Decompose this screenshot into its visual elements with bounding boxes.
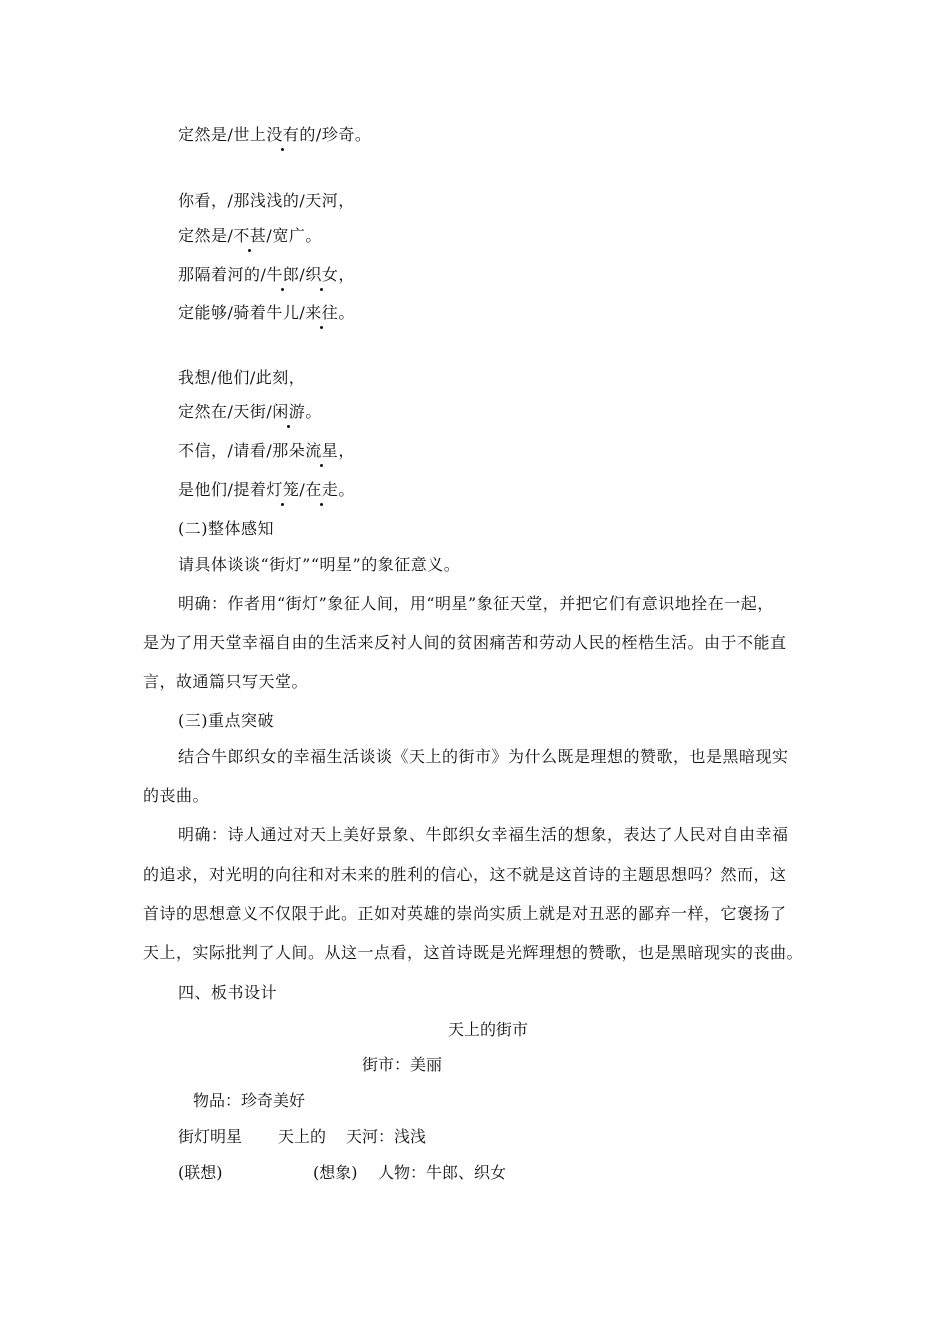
board-river: 天河：浅浅 — [346, 1127, 427, 1146]
question-line: 结合牛郎织女的幸福生活谈谈《天上的街市》为什么既是理想的赞歌，也是黑暗现实 — [178, 747, 789, 766]
answer-line: 言，故通篇只写天堂。 — [143, 672, 309, 691]
board-left-note: (联想) — [178, 1163, 223, 1182]
poem-line: 定然是/世上没有的/珍奇。 — [178, 125, 372, 144]
emphasis-mark: 在走 — [305, 480, 339, 499]
emphasis-mark: 没有 — [266, 125, 300, 144]
emphasis-mark: 不甚 — [233, 226, 267, 245]
poem-line: 你看，/那浅浅的/天河， — [178, 191, 355, 210]
answer-line: 首诗的思想意义不仅限于此。正如对英雄的崇尚实质上就是对丑恶的鄙弃一样，它褒扬了 — [143, 904, 787, 923]
answer-line: 是为了用天堂幸福自由的生活来反衬人间的贫困痛苦和劳动人民的桎梏生活。由于不能直 — [143, 633, 787, 652]
emphasis-mark: 织女 — [305, 265, 339, 284]
answer-line: 明确：诗人通过对天上美好景象、牛郎织女幸福生活的想象，表达了人民对自由幸福 — [178, 825, 789, 844]
board-street: 街市：美丽 — [362, 1055, 443, 1074]
board-center-note: (想象) — [313, 1163, 358, 1182]
poem-line: 不信，/请看/那朵流星， — [178, 441, 355, 460]
question-text: 请具体谈谈“街灯”“明星”的象征意义。 — [178, 555, 461, 574]
answer-line: 天上，实际批判了人间。从这一点看，这首诗既是光辉理想的赞歌，也是黑暗现实的丧曲。 — [143, 943, 804, 962]
poem-line: 定然在/天街/闲游。 — [178, 402, 322, 421]
emphasis-mark: 流星 — [305, 441, 339, 460]
answer-line: 明确：作者用“街灯”象征人间，用“明星”象征天堂，并把它们有意识地拴在一起， — [178, 594, 774, 613]
emphasis-mark: 来往 — [305, 303, 339, 322]
section-heading: 四、板书设计 — [178, 983, 278, 1002]
answer-line: 的追求，对光明的向往和对未来的胜利的信心，这不就是这首诗的主题思想吗？然而，这 — [143, 865, 787, 884]
emphasis-mark: 牛郎 — [266, 265, 300, 284]
board-center-label: 天上的 — [278, 1127, 327, 1146]
emphasis-mark: 闲游 — [272, 402, 306, 421]
poem-line: 定能够/骑着牛儿/来往。 — [178, 303, 355, 322]
board-title: 天上的街市 — [448, 1020, 529, 1039]
poem-line: 定然是/不甚/宽广。 — [178, 226, 322, 245]
board-goods: 物品：珍奇美好 — [193, 1091, 306, 1110]
question-line: 的丧曲。 — [143, 786, 210, 805]
section-heading: (二)整体感知 — [178, 519, 274, 538]
poem-line: 是他们/提着灯笼/在走。 — [178, 480, 355, 499]
poem-line: 那隔着河的/牛郎/织女， — [178, 265, 355, 284]
emphasis-mark: 灯笼 — [266, 480, 300, 499]
poem-line: 我想/他们/此刻， — [178, 368, 306, 387]
board-people: 人物：牛郎、织女 — [378, 1163, 507, 1182]
section-heading: (三)重点突破 — [178, 711, 274, 730]
board-left-label: 街灯明星 — [178, 1127, 243, 1146]
